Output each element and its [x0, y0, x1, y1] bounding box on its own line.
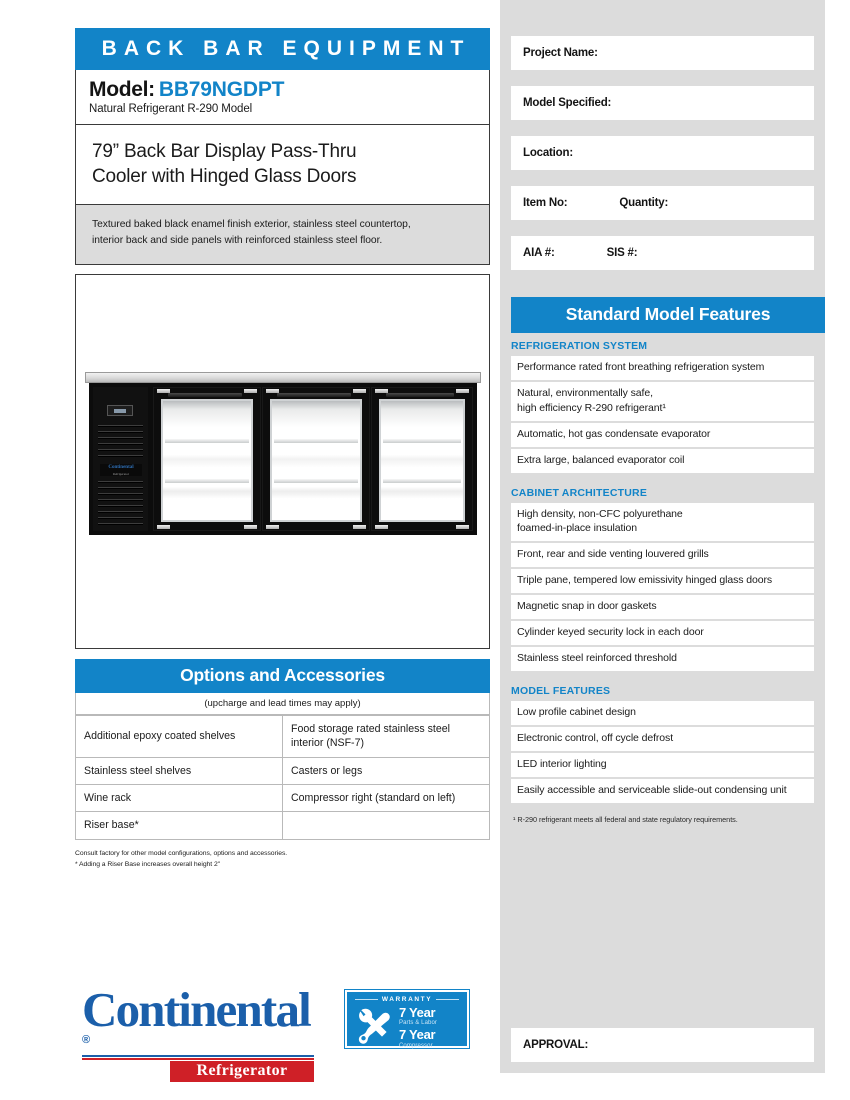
feature-item: Cylinder keyed security lock in each door: [511, 621, 814, 645]
feature-item: Stainless steel reinforced threshold: [511, 647, 814, 671]
field-label-secondary: Quantity:: [619, 197, 669, 209]
field-label: Location:: [523, 147, 573, 159]
brand-name: Continental: [82, 982, 310, 1037]
table-row: [76, 784, 490, 811]
glass-door-center: [262, 387, 370, 531]
options-accessories-header: Options and Accessories: [75, 659, 490, 693]
cabinet-logo-badge: Continental Refrigerator: [100, 464, 142, 476]
feature-item: Performance rated front breathing refrigeration system: [511, 356, 814, 380]
spec-form-panel: [500, 0, 825, 1073]
options-footnotes: [75, 848, 490, 872]
continental-logo: [82, 982, 314, 1082]
door-glass: [270, 399, 362, 522]
product-title-box: [75, 125, 490, 205]
feature-item: Magnetic snap in door gaskets: [511, 595, 814, 619]
model-identification-box: [75, 70, 490, 125]
wrench-screwdriver-icon: [355, 1008, 395, 1044]
field-label: AIA #:: [523, 247, 555, 259]
feature-group-title-refrigeration-system: REFRIGERATION SYSTEM: [511, 340, 648, 352]
standard-model-features-header: Standard Model Features: [511, 297, 825, 333]
features-footnote: ¹ R-290 refrigerant meets all federal and state regulatory requirements.: [513, 814, 738, 824]
door-handle: [277, 393, 351, 397]
door-glass: [379, 399, 465, 522]
option-cell: Stainless steel shelves: [76, 757, 283, 784]
feature-item: Front, rear and side venting louvered grills: [511, 543, 814, 567]
model-label: Model:: [89, 78, 155, 101]
spec-form-fields: [511, 36, 814, 286]
options-accessories-note: (upcharge and lead times may apply): [75, 693, 490, 715]
warranty-compressor-label: Compressor: [399, 1042, 433, 1049]
page-banner-title: BACK BAR EQUIPMENT: [75, 28, 490, 70]
product-description-line-2: interior back and side panels with reinforced stainless steel floor.: [92, 234, 383, 246]
model-number: BB79NGDPT: [158, 78, 285, 101]
field-aia-sis[interactable]: [511, 236, 814, 270]
product-description-box: [75, 205, 490, 265]
table-row: [76, 716, 490, 758]
logo-rule-red: [82, 1058, 314, 1060]
door-glass: [161, 399, 253, 522]
field-label: Project Name:: [523, 47, 598, 59]
feature-item: High density, non-CFC polyurethane foamed-in-place insulation: [511, 503, 814, 542]
table-row: [76, 812, 490, 839]
product-title-line-1: 79” Back Bar Display Pass-Thru: [92, 141, 357, 162]
stainless-countertop: [85, 372, 481, 383]
brand-subtitle: Refrigerator: [170, 1061, 314, 1082]
door-handle: [386, 393, 454, 397]
options-footnote: Consult factory for other model configurations, options and accessories.: [75, 849, 288, 857]
glass-door-right: [371, 387, 473, 531]
options-accessories-table: [75, 715, 490, 839]
option-cell: Casters or legs: [283, 757, 490, 784]
option-cell: Riser base*: [76, 812, 283, 839]
product-image-box: [75, 274, 490, 649]
product-description-line-1: Textured baked black enamel finish exterior, stainless steel countertop,: [92, 219, 411, 231]
feature-item: Natural, environmentally safe, high efficiency R-290 refrigerant¹: [511, 382, 814, 421]
louvered-vent-panel: [93, 387, 148, 531]
field-label: APPROVAL:: [523, 1039, 589, 1051]
product-image-back-bar-cooler: [85, 372, 481, 542]
feature-item: Triple pane, tempered low emissivity hinged glass doors: [511, 569, 814, 593]
warranty-parts-label: Parts & Labor: [399, 1020, 437, 1027]
warranty-parts-years: 7 Year: [399, 1005, 436, 1020]
field-label: Model Specified:: [523, 97, 612, 109]
warranty-badge: [345, 990, 469, 1048]
field-approval[interactable]: [511, 1028, 814, 1062]
feature-item: Extra large, balanced evaporator coil: [511, 449, 814, 473]
control-panel-icon: [107, 405, 133, 416]
footer-branding: [82, 982, 482, 1080]
feature-item: Low profile cabinet design: [511, 701, 814, 725]
feature-group-title-cabinet-architecture: CABINET ARCHITECTURE: [511, 486, 648, 499]
option-cell: Compressor right (standard on left): [283, 784, 490, 811]
field-label: Item No:: [523, 197, 568, 209]
logo-rule-blue: [82, 1055, 314, 1057]
field-project-name[interactable]: [511, 36, 814, 70]
registered-trademark-icon: ®: [82, 1034, 91, 1046]
table-row: [76, 757, 490, 784]
door-handle: [168, 393, 242, 397]
cabinet-body: [89, 383, 477, 535]
options-footnote: * Adding a Riser Base increases overall height 2": [75, 861, 221, 869]
option-cell: [283, 812, 490, 839]
feature-group-title-model-features: MODEL FEATURES: [511, 684, 611, 697]
field-item-no-quantity[interactable]: [511, 186, 814, 220]
field-location[interactable]: [511, 136, 814, 170]
warranty-badge-title: WARRANTY: [381, 996, 433, 1003]
field-model-specified[interactable]: [511, 86, 814, 120]
feature-item: Automatic, hot gas condensate evaporator: [511, 423, 814, 447]
model-subtitle: Natural Refrigerant R-290 Model: [89, 103, 253, 115]
warranty-compressor-years: 7 Year: [399, 1027, 436, 1043]
product-title-line-2: Cooler with Hinged Glass Doors: [92, 166, 357, 188]
feature-item: Electronic control, off cycle defrost: [511, 727, 814, 751]
product-info-column: [75, 28, 490, 871]
feature-item: LED interior lighting: [511, 753, 814, 777]
option-cell: Wine rack: [76, 784, 283, 811]
field-label-secondary: SIS #:: [606, 247, 638, 259]
standard-model-features-list: [511, 340, 814, 824]
option-cell: Food storage rated stainless steel interior (NSF-7): [283, 716, 490, 758]
option-cell: Additional epoxy coated shelves: [76, 716, 283, 758]
feature-item: Easily accessible and serviceable slide-out condensing unit: [511, 779, 814, 803]
glass-door-left: [153, 387, 261, 531]
